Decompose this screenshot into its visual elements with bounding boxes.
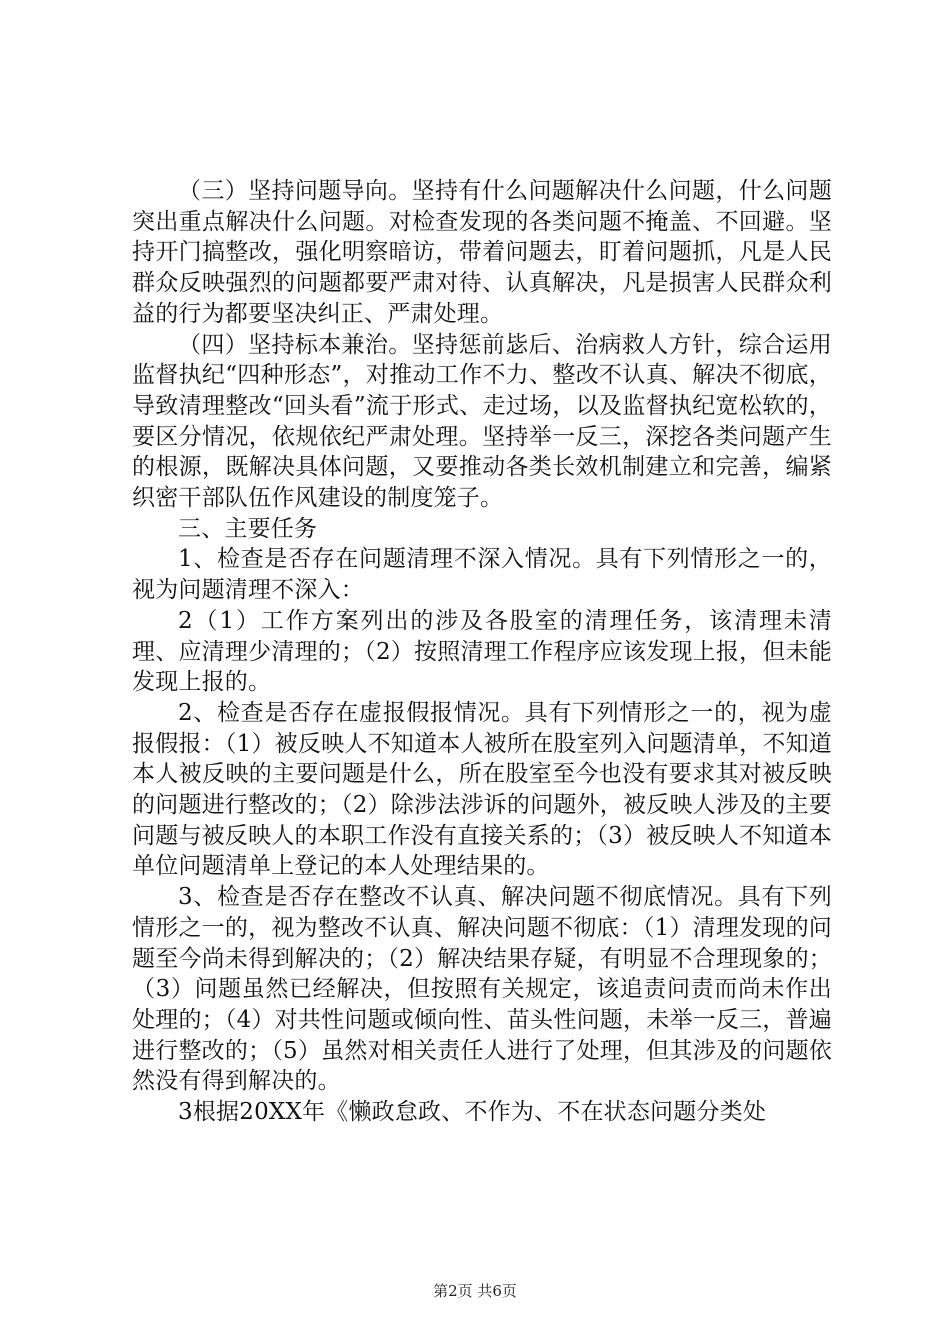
paragraph-task-1: 1、检查是否存在问题清理不深入情况。具有下列情形之一的，视为问题清理不深入：: [132, 546, 832, 604]
paragraph-task-1-detail: 2（1）工作方案列出的涉及各股室的清理任务，该清理未清理、应清理少清理的；（2）按照清理工作程序应该发现上报，但未能发现上报的。: [132, 607, 832, 696]
paragraph-principle-3: （三）坚持问题导向。坚持有什么问题解决什么问题，什么问题突出重点解决什么问题。对检查发现的各类问题不掩盖、不回避。坚持开门搞整改，强化明察暗访，带着问题去，盯着问题抓，凡是人民群众反映强烈的问题都要严肃对待、认真解决，凡是损害人民群众利益的行为都要坚决纠正、严肃处理。: [132, 178, 832, 327]
section-heading-main-tasks: 三、主要任务: [178, 515, 318, 542]
paragraph-task-3: 3、检查是否存在整改不认真、解决问题不彻底情况。具有下列情形之一的，视为整改不认真、解决问题不彻底：（1）清理发现的问题至今尚未得到解决的；（2）解决结果存疑，有明显不合理现象的；（3）问题虽然已经解决，但按照有关规定，该追责问责而尚未作出处理的；（4）对共性问题或倾向性、苗头性问题，未举一反三，普遍进行整改的；（5）虽然对相关责任人进行了处理，但其涉及的问题依然没有得到解决的。: [132, 884, 832, 1095]
page-number-footer: 第2页 共6页: [433, 1282, 517, 1300]
paragraph-principle-4: （四）坚持标本兼治。坚持惩前毖后、治病救人方针，综合运用监督执纪“四种形态”，对推动工作不力、整改不认真、解决不彻底，导致清理整改“回头看”流于形式、走过场，以及监督执纪宽松软的，要区分情况，依规依纪严肃处理。坚持举一反三，深挖各类问题产生的根源，既解决具体问题，又要推动各类长效机制建立和完善，编紧织密干部队伍作风建设的制度笼子。: [132, 331, 832, 512]
paragraph-task-2: 2、检查是否存在虚报假报情况。具有下列情形之一的，视为虚报假报：（1）被反映人不知道本人被所在股室列入问题清单，不知道本人被反映的主要问题是什么，所在股室至今也没有要求其对被反映的问题进行整改的；（2）除涉法涉诉的问题外，被反映人涉及的主要问题与被反映人的本职工作没有直接关系的；（3）被反映人不知道本单位问题清单上登记的本人处理结果的。: [132, 699, 832, 880]
document-body: [132, 176, 832, 1128]
paragraph-task-3-basis: 3根据20XX年《懒政怠政、不作为、不在状态问题分类处: [178, 1099, 767, 1126]
